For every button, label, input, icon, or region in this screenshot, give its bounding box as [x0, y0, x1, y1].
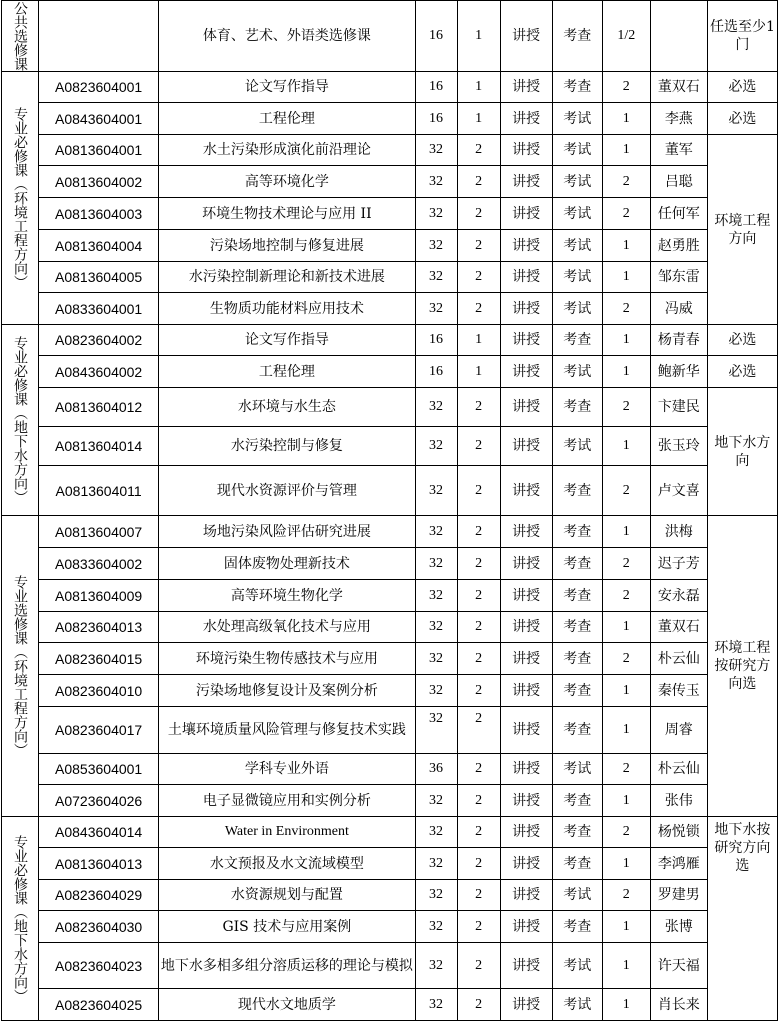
- course-credits: 2: [457, 911, 500, 943]
- course-code: A0813604003: [39, 198, 159, 230]
- course-code: A0823604015: [39, 643, 159, 675]
- semester: 2: [602, 166, 650, 198]
- course-code: A0813604004: [39, 230, 159, 262]
- table-row: [2, 1, 778, 72]
- group-label: 专业必修课（地下水方向）: [2, 817, 39, 1021]
- semester: 2: [602, 548, 650, 580]
- teacher: 邹东雷: [650, 262, 707, 293]
- assessment-type: 考试: [552, 427, 602, 466]
- table-row: [2, 548, 778, 580]
- course-name: 工程伦理: [159, 103, 415, 135]
- course-credits: 2: [457, 580, 500, 612]
- course-name: 水土污染形成演化前沿理论: [159, 135, 415, 166]
- course-hours: 32: [415, 230, 457, 262]
- course-credits: 2: [457, 466, 500, 516]
- table-row: [2, 466, 778, 516]
- course-credits: 2: [457, 989, 500, 1021]
- teacher: 吕聪: [650, 166, 707, 198]
- course-name: 土壤环境质量风险管理与修复技术实践: [159, 707, 415, 754]
- semester: 2: [602, 466, 650, 516]
- table-row: [2, 388, 778, 427]
- teaching-method: 讲授: [500, 72, 552, 103]
- assessment-type: 考查: [552, 817, 602, 848]
- course-code: A0823604017: [39, 707, 159, 754]
- course-hours: 32: [415, 166, 457, 198]
- assessment-type: 考试: [552, 135, 602, 166]
- semester: 1: [602, 989, 650, 1021]
- course-credits: 2: [457, 135, 500, 166]
- assessment-type: 考查: [552, 675, 602, 707]
- semester: 2: [602, 643, 650, 675]
- semester: 1: [602, 516, 650, 548]
- course-name: 高等环境生物化学: [159, 580, 415, 612]
- course-hours: 32: [415, 466, 457, 516]
- course-code: A0823604013: [39, 612, 159, 643]
- teacher: 卞建民: [650, 388, 707, 427]
- course-name: 环境生物技术理论与应用 II: [159, 198, 415, 230]
- course-credits: 1: [457, 1, 500, 72]
- teaching-method: 讲授: [500, 880, 552, 911]
- course-hours: 32: [415, 785, 457, 817]
- assessment-type: 考查: [552, 72, 602, 103]
- teacher: 张伟: [650, 785, 707, 817]
- table-row: [2, 943, 778, 989]
- course-credits: 2: [457, 166, 500, 198]
- teacher: 任何军: [650, 198, 707, 230]
- assessment-type: 考试: [552, 103, 602, 135]
- teaching-method: 讲授: [500, 103, 552, 135]
- course-credits: 2: [457, 427, 500, 466]
- course-note: 环境工程方向: [707, 135, 777, 325]
- table-row: [2, 643, 778, 675]
- teacher: 安永磊: [650, 580, 707, 612]
- teacher: 赵勇胜: [650, 230, 707, 262]
- course-hours: 32: [415, 612, 457, 643]
- course-code: A0823604001: [39, 72, 159, 103]
- course-hours: 32: [415, 388, 457, 427]
- course-hours: 32: [415, 675, 457, 707]
- assessment-type: 考查: [552, 516, 602, 548]
- teaching-method: 讲授: [500, 580, 552, 612]
- assessment-type: 考查: [552, 325, 602, 356]
- table-row: [2, 427, 778, 466]
- table-row: [2, 103, 778, 135]
- course-table: [1, 0, 778, 1021]
- teacher: 杨青春: [650, 325, 707, 356]
- teacher: [650, 1, 707, 72]
- table-row: [2, 72, 778, 103]
- table-row: [2, 707, 778, 754]
- course-name: 水资源规划与配置: [159, 880, 415, 911]
- course-code: A0823604025: [39, 989, 159, 1021]
- semester: 1: [602, 943, 650, 989]
- course-hours: 32: [415, 135, 457, 166]
- teaching-method: 讲授: [500, 230, 552, 262]
- course-hours: 32: [415, 293, 457, 325]
- table-row: [2, 754, 778, 785]
- course-hours: 32: [415, 198, 457, 230]
- teaching-method: 讲授: [500, 548, 552, 580]
- course-code: A0823604030: [39, 911, 159, 943]
- course-code: A0843604002: [39, 356, 159, 388]
- course-name: Water in Environment: [159, 817, 415, 848]
- course-hours: 32: [415, 848, 457, 880]
- course-credits: 2: [457, 785, 500, 817]
- semester: 1/2: [602, 1, 650, 72]
- semester: 2: [602, 198, 650, 230]
- semester: 1: [602, 262, 650, 293]
- course-code: A0813604009: [39, 580, 159, 612]
- teaching-method: 讲授: [500, 911, 552, 943]
- teaching-method: 讲授: [500, 325, 552, 356]
- table-row: [2, 580, 778, 612]
- teacher: 洪梅: [650, 516, 707, 548]
- assessment-type: 考查: [552, 848, 602, 880]
- course-code: A0833604002: [39, 548, 159, 580]
- course-code: A0813604005: [39, 262, 159, 293]
- course-credits: 2: [457, 675, 500, 707]
- course-code: A0823604010: [39, 675, 159, 707]
- course-hours: 32: [415, 707, 457, 754]
- teaching-method: 讲授: [500, 466, 552, 516]
- course-name: 电子显微镜应用和实例分析: [159, 785, 415, 817]
- assessment-type: 考查: [552, 612, 602, 643]
- course-credits: 2: [457, 707, 500, 754]
- course-hours: 32: [415, 989, 457, 1021]
- course-credits: 2: [457, 516, 500, 548]
- teaching-method: 讲授: [500, 262, 552, 293]
- table-row: [2, 356, 778, 388]
- semester: 1: [602, 325, 650, 356]
- course-credits: 2: [457, 643, 500, 675]
- course-credits: 2: [457, 612, 500, 643]
- course-code: A0843604001: [39, 103, 159, 135]
- course-credits: 2: [457, 848, 500, 880]
- semester: 1: [602, 230, 650, 262]
- table-row: [2, 325, 778, 356]
- group-label: 专业选修课（环境工程方向）: [2, 516, 39, 817]
- semester: 1: [602, 785, 650, 817]
- course-name: 现代水文地质学: [159, 989, 415, 1021]
- table-row: [2, 612, 778, 643]
- assessment-type: 考查: [552, 643, 602, 675]
- teaching-method: 讲授: [500, 643, 552, 675]
- course-credits: 2: [457, 388, 500, 427]
- course-code: A0813604002: [39, 166, 159, 198]
- course-code: A0813604012: [39, 388, 159, 427]
- teacher: 冯威: [650, 293, 707, 325]
- teaching-method: 讲授: [500, 817, 552, 848]
- teaching-method: 讲授: [500, 848, 552, 880]
- course-note: 必选: [707, 356, 777, 388]
- course-note: 必选: [707, 103, 777, 135]
- course-credits: 1: [457, 356, 500, 388]
- course-code: A0813604014: [39, 427, 159, 466]
- teacher: 杨悦锁: [650, 817, 707, 848]
- assessment-type: 考试: [552, 230, 602, 262]
- teacher: 董双石: [650, 72, 707, 103]
- assessment-type: 考试: [552, 989, 602, 1021]
- course-credits: 1: [457, 72, 500, 103]
- assessment-type: 考试: [552, 943, 602, 989]
- semester: 2: [602, 580, 650, 612]
- teaching-method: 讲授: [500, 427, 552, 466]
- course-hours: 32: [415, 548, 457, 580]
- assessment-type: 考查: [552, 785, 602, 817]
- semester: 1: [602, 612, 650, 643]
- course-note: 必选: [707, 72, 777, 103]
- assessment-type: 考试: [552, 166, 602, 198]
- semester: 1: [602, 848, 650, 880]
- teaching-method: 讲授: [500, 135, 552, 166]
- teacher: 张玉玲: [650, 427, 707, 466]
- table-row: [2, 785, 778, 817]
- assessment-type: 考试: [552, 198, 602, 230]
- course-name: 环境污染生物传感技术与应用: [159, 643, 415, 675]
- course-credits: 2: [457, 548, 500, 580]
- course-code: A0813604007: [39, 516, 159, 548]
- course-code: A0723604026: [39, 785, 159, 817]
- course-name: 污染场地修复设计及案例分析: [159, 675, 415, 707]
- assessment-type: 考查: [552, 1, 602, 72]
- course-name: 水污染控制与修复: [159, 427, 415, 466]
- teaching-method: 讲授: [500, 707, 552, 754]
- course-name: 体育、艺术、外语类选修课: [159, 1, 415, 72]
- semester: 1: [602, 103, 650, 135]
- table-row: [2, 675, 778, 707]
- course-hours: 36: [415, 754, 457, 785]
- course-note: 任选至少1门: [707, 1, 777, 72]
- group-label: 专业必修课（地下水方向）: [2, 325, 39, 516]
- course-credits: 1: [457, 103, 500, 135]
- course-hours: 32: [415, 817, 457, 848]
- course-hours: 16: [415, 1, 457, 72]
- semester: 2: [602, 72, 650, 103]
- course-hours: 32: [415, 943, 457, 989]
- assessment-type: 考查: [552, 911, 602, 943]
- table-row: [2, 880, 778, 911]
- semester: 2: [602, 754, 650, 785]
- course-name: 生物质功能材料应用技术: [159, 293, 415, 325]
- assessment-type: 考试: [552, 356, 602, 388]
- course-credits: 2: [457, 817, 500, 848]
- teaching-method: 讲授: [500, 612, 552, 643]
- teaching-method: 讲授: [500, 293, 552, 325]
- teacher: 周睿: [650, 707, 707, 754]
- table-row: [2, 135, 778, 166]
- course-name: 固体废物处理新技术: [159, 548, 415, 580]
- assessment-type: 考试: [552, 880, 602, 911]
- semester: 2: [602, 293, 650, 325]
- course-code: A0823604023: [39, 943, 159, 989]
- course-note: 必选: [707, 325, 777, 356]
- course-code: A0813604013: [39, 848, 159, 880]
- semester: 1: [602, 135, 650, 166]
- semester: 2: [602, 817, 650, 848]
- course-note: 环境工程按研究方向选: [707, 516, 777, 817]
- course-hours: 32: [415, 516, 457, 548]
- table-row: [2, 848, 778, 880]
- teacher: 迟子芳: [650, 548, 707, 580]
- course-name: 论文写作指导: [159, 72, 415, 103]
- semester: 1: [602, 911, 650, 943]
- course-hours: 32: [415, 427, 457, 466]
- semester: 1: [602, 707, 650, 754]
- assessment-type: 考查: [552, 466, 602, 516]
- table-row: [2, 817, 778, 848]
- teaching-method: 讲授: [500, 166, 552, 198]
- teaching-method: 讲授: [500, 356, 552, 388]
- course-code: A0823604002: [39, 325, 159, 356]
- course-name: 工程伦理: [159, 356, 415, 388]
- course-credits: 2: [457, 880, 500, 911]
- course-hours: 32: [415, 643, 457, 675]
- course-hours: 16: [415, 325, 457, 356]
- course-name: 水环境与水生态: [159, 388, 415, 427]
- table-row: [2, 293, 778, 325]
- teacher: 李燕: [650, 103, 707, 135]
- course-code: A0813604011: [39, 466, 159, 516]
- course-name: 地下水多相多组分溶质运移的理论与模拟: [159, 943, 415, 989]
- assessment-type: 考试: [552, 754, 602, 785]
- course-name: 场地污染风险评估研究进展: [159, 516, 415, 548]
- course-code: A0823604029: [39, 880, 159, 911]
- table-row: [2, 911, 778, 943]
- course-credits: 1: [457, 325, 500, 356]
- semester: 2: [602, 388, 650, 427]
- course-name: 污染场地控制与修复进展: [159, 230, 415, 262]
- course-code: A0853604001: [39, 754, 159, 785]
- course-name: 现代水资源评价与管理: [159, 466, 415, 516]
- course-code: A0843604014: [39, 817, 159, 848]
- course-credits: 2: [457, 230, 500, 262]
- semester: 1: [602, 356, 650, 388]
- course-name: 论文写作指导: [159, 325, 415, 356]
- teaching-method: 讲授: [500, 754, 552, 785]
- assessment-type: 考查: [552, 707, 602, 754]
- course-name: 学科专业外语: [159, 754, 415, 785]
- assessment-type: 考查: [552, 388, 602, 427]
- teacher: 李鸿雁: [650, 848, 707, 880]
- teaching-method: 讲授: [500, 785, 552, 817]
- course-hours: 16: [415, 356, 457, 388]
- semester: 1: [602, 427, 650, 466]
- course-hours: 16: [415, 72, 457, 103]
- teacher: 秦传玉: [650, 675, 707, 707]
- teacher: 鲍新华: [650, 356, 707, 388]
- course-hours: 32: [415, 880, 457, 911]
- course-code: [39, 1, 159, 72]
- course-credits: 2: [457, 293, 500, 325]
- assessment-type: 考试: [552, 262, 602, 293]
- course-hours: 32: [415, 911, 457, 943]
- course-credits: 2: [457, 754, 500, 785]
- teacher: 朴云仙: [650, 643, 707, 675]
- course-name: 水处理高级氧化技术与应用: [159, 612, 415, 643]
- teacher: 张博: [650, 911, 707, 943]
- course-name: 水文预报及水文流域模型: [159, 848, 415, 880]
- teacher: 肖长来: [650, 989, 707, 1021]
- teacher: 罗建男: [650, 880, 707, 911]
- teaching-method: 讲授: [500, 516, 552, 548]
- course-code: A0833604001: [39, 293, 159, 325]
- teaching-method: 讲授: [500, 989, 552, 1021]
- teaching-method: 讲授: [500, 1, 552, 72]
- course-name: 高等环境化学: [159, 166, 415, 198]
- semester: 2: [602, 880, 650, 911]
- course-credits: 2: [457, 198, 500, 230]
- table-row: [2, 230, 778, 262]
- course-note: 地下水按研究方向选: [707, 817, 777, 1021]
- course-credits: 2: [457, 943, 500, 989]
- teaching-method: 讲授: [500, 388, 552, 427]
- assessment-type: 考查: [552, 548, 602, 580]
- course-hours: 32: [415, 262, 457, 293]
- course-name: GIS 技术与应用案例: [159, 911, 415, 943]
- semester: 1: [602, 675, 650, 707]
- course-hours: 16: [415, 103, 457, 135]
- teaching-method: 讲授: [500, 943, 552, 989]
- course-hours: 32: [415, 580, 457, 612]
- table-row: [2, 262, 778, 293]
- teacher: 董双石: [650, 612, 707, 643]
- group-label: 专业必修课（环境工程方向）: [2, 72, 39, 325]
- teacher: 卢文喜: [650, 466, 707, 516]
- group-label: 公共选修课: [2, 1, 39, 72]
- course-code: A0813604001: [39, 135, 159, 166]
- course-note: 地下水方向: [707, 388, 777, 516]
- teacher: 朴云仙: [650, 754, 707, 785]
- teacher: 董军: [650, 135, 707, 166]
- teaching-method: 讲授: [500, 198, 552, 230]
- teacher: 许天福: [650, 943, 707, 989]
- table-row: [2, 166, 778, 198]
- assessment-type: 考试: [552, 293, 602, 325]
- table-row: [2, 989, 778, 1021]
- table-row: [2, 198, 778, 230]
- table-row: [2, 516, 778, 548]
- course-name: 水污染控制新理论和新技术进展: [159, 262, 415, 293]
- assessment-type: 考查: [552, 580, 602, 612]
- course-credits: 2: [457, 262, 500, 293]
- teaching-method: 讲授: [500, 675, 552, 707]
